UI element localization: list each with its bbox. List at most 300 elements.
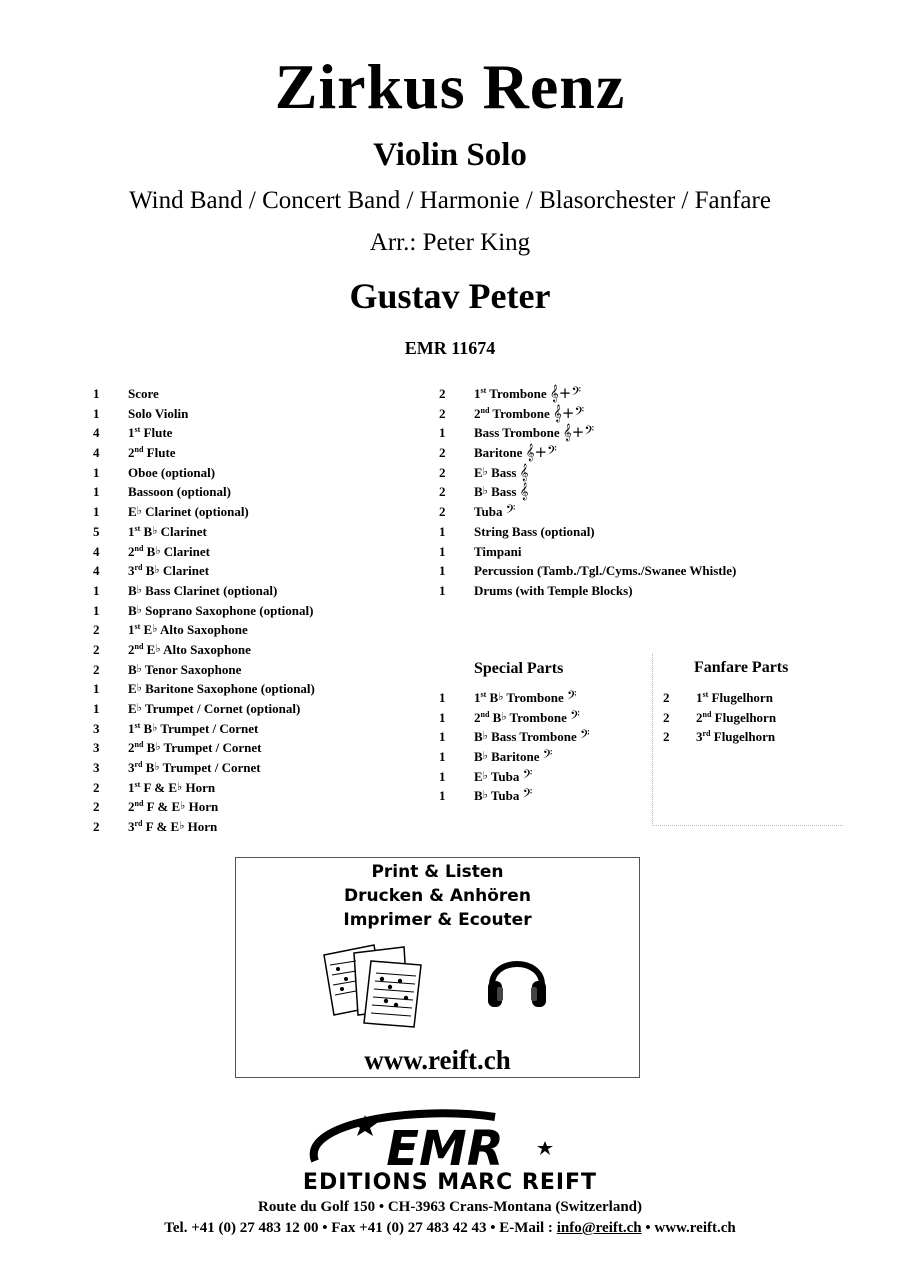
part-row: [439, 482, 869, 502]
part-key: B: [143, 720, 153, 736]
part-row: [93, 719, 423, 739]
flat-icon: ♭: [155, 741, 161, 754]
part-key: B: [145, 563, 155, 579]
part-instrument: Tuba: [490, 788, 520, 804]
ensemble-line: Wind Band / Concert Band / Harmonie / Blasorchester / Fanfare: [129, 187, 771, 214]
part-row: [439, 384, 869, 404]
part-key: B: [128, 661, 137, 677]
part-name: [128, 660, 241, 680]
part-key: B: [474, 729, 483, 745]
flat-icon: ♭: [152, 524, 158, 537]
part-instrument: Baritone Saxophone (optional): [145, 681, 315, 697]
part-instrument: Trumpet / Cornet: [162, 760, 261, 776]
part-key: E: [128, 681, 137, 697]
part-row: [663, 727, 833, 747]
flat-icon: ♭: [154, 564, 160, 577]
bass-clef-icon: 𝄢: [505, 502, 516, 521]
part-quantity: 2: [663, 729, 670, 745]
part-row: [93, 561, 423, 581]
part-name: [128, 738, 262, 758]
part-row: [93, 581, 423, 601]
contact-phone-fax: Tel. +41 (0) 27 483 12 00 • Fax +41 (0) 27 483 42 43 • E-Mail :: [164, 1220, 557, 1236]
composer: Gustav Peter: [349, 276, 551, 316]
part-quantity: 2: [663, 709, 670, 725]
part-instrument: Horn: [187, 819, 218, 835]
special-parts-list: [439, 688, 639, 806]
part-ordinal: 1: [128, 622, 135, 638]
part-instrument: Clarinet: [163, 543, 210, 559]
part-ordinal-suffix: rd: [134, 819, 143, 829]
part-instrument: Drums (with Temple Blocks): [474, 582, 633, 598]
flat-icon: ♭: [154, 761, 160, 774]
flat-icon: ♭: [136, 682, 142, 695]
part-quantity: 2: [93, 799, 100, 815]
sheet-music-icon: [316, 943, 431, 1028]
part-name: [474, 423, 594, 443]
plus-icon: +: [558, 384, 572, 402]
flat-icon: ♭: [136, 583, 142, 596]
part-name: [474, 688, 577, 708]
part-instrument: Flute: [143, 425, 173, 441]
fanfare-parts-heading: Fanfare Parts: [694, 659, 789, 676]
flat-icon: ♭: [136, 662, 142, 675]
part-ordinal-suffix: rd: [134, 563, 143, 573]
part-instrument: Timpani: [474, 543, 522, 559]
special-parts-heading: Special Parts: [474, 660, 564, 677]
part-quantity: 1: [439, 709, 446, 725]
flat-icon: ♭: [136, 603, 142, 616]
subtitle: Violin Solo: [373, 137, 527, 173]
headphones-icon: [482, 943, 552, 1013]
part-row: [93, 640, 423, 660]
part-row: [93, 542, 423, 562]
catalog-number: EMR 11674: [404, 338, 496, 358]
part-instrument: Bass Clarinet (optional): [145, 582, 278, 598]
bass-clef-icon: 𝄢: [574, 403, 585, 422]
flat-icon: ♭: [152, 721, 158, 734]
part-ordinal: 3: [128, 819, 135, 835]
part-ordinal: 1: [128, 425, 135, 441]
part-instrument: Tenor Saxophone: [144, 661, 242, 677]
part-quantity: 1: [439, 690, 446, 705]
arranger: Arr.: Peter King: [369, 229, 531, 256]
part-name: [474, 727, 590, 747]
part-name: [474, 522, 595, 542]
print-listen-box: [235, 857, 640, 1078]
part-ordinal: 1: [474, 386, 481, 401]
treble-clef-icon: 𝄞: [562, 423, 572, 442]
part-name: [128, 463, 215, 483]
part-name: [474, 786, 532, 806]
part-ordinal-suffix: rd: [702, 729, 711, 739]
part-key: E: [474, 464, 483, 480]
part-row: [439, 708, 639, 728]
bass-clef-icon: 𝄢: [566, 688, 577, 706]
bass-clef-icon: 𝄢: [584, 423, 594, 442]
website-link[interactable]: www.reift.ch: [364, 1045, 511, 1075]
part-row: [663, 708, 833, 728]
treble-clef-icon: 𝄞: [519, 462, 529, 481]
part-name: [474, 747, 552, 767]
part-quantity: 4: [93, 543, 100, 559]
fanfare-parts-list: [663, 688, 833, 747]
part-ordinal-suffix: st: [702, 690, 709, 699]
part-quantity: 5: [93, 523, 100, 539]
part-quantity: 1: [93, 504, 100, 520]
part-ordinal-suffix: nd: [480, 405, 490, 415]
part-name: [474, 463, 529, 483]
part-key: F & E: [146, 799, 181, 815]
part-instrument: Percussion (Tamb./Tgl./Cyms./Swanee Whistle): [474, 563, 737, 579]
part-quantity: 1: [93, 681, 100, 697]
part-ordinal: 2: [128, 445, 135, 461]
part-row: [439, 443, 869, 463]
plus-icon: +: [561, 403, 575, 422]
part-name: [128, 502, 249, 522]
parts-list-right: [439, 384, 869, 601]
part-row: [439, 747, 639, 767]
part-row: [93, 601, 423, 621]
part-ordinal-suffix: nd: [480, 709, 490, 719]
part-ordinal-suffix: nd: [134, 641, 144, 651]
part-ordinal-suffix: st: [134, 523, 141, 533]
part-name: [128, 640, 251, 660]
flat-icon: ♭: [482, 750, 488, 763]
part-quantity: 2: [93, 622, 100, 638]
flat-icon: ♭: [136, 505, 142, 518]
part-ordinal-suffix: st: [134, 779, 141, 789]
flat-icon: ♭: [501, 710, 507, 723]
part-quantity: 1: [439, 425, 446, 441]
print-listen-line-de: Drucken & Anhören: [344, 886, 531, 906]
part-quantity: 1: [93, 701, 100, 716]
part-ordinal-suffix: st: [134, 622, 141, 632]
part-name: [128, 443, 176, 463]
part-row: [93, 463, 423, 483]
part-name: [128, 620, 248, 640]
part-instrument: Baritone: [474, 445, 523, 461]
flat-icon: ♭: [482, 730, 488, 743]
flat-icon: ♭: [180, 800, 186, 813]
part-ordinal-suffix: st: [134, 425, 141, 435]
treble-clef-icon: 𝄞: [552, 403, 562, 422]
part-row: [439, 463, 869, 483]
part-ordinal-suffix: nd: [134, 799, 144, 809]
part-name: [474, 502, 515, 522]
part-name: [128, 482, 231, 502]
part-quantity: 2: [93, 819, 100, 835]
part-row: [93, 679, 423, 699]
part-name: [474, 404, 584, 424]
part-instrument: Flugelhorn: [714, 709, 777, 725]
part-ordinal: 1: [128, 779, 135, 795]
part-quantity: 1: [439, 749, 446, 765]
part-key: E: [128, 504, 137, 520]
flat-icon: ♭: [136, 702, 142, 714]
part-quantity: 1: [93, 602, 100, 618]
part-name: [128, 797, 218, 817]
part-ordinal-suffix: st: [480, 386, 487, 395]
part-ordinal-suffix: nd: [702, 709, 712, 719]
part-ordinal: 2: [128, 740, 135, 756]
part-quantity: 2: [439, 386, 446, 401]
part-quantity: 2: [439, 405, 446, 421]
part-quantity: 1: [93, 464, 100, 480]
part-key: B: [128, 582, 137, 598]
part-key: B: [146, 543, 156, 559]
part-key: B: [128, 602, 137, 618]
part-name: [474, 384, 581, 404]
part-quantity: 2: [439, 484, 446, 500]
part-quantity: 1: [439, 563, 446, 579]
publisher-address: Route du Golf 150 • CH-3963 Crans-Montana (Switzerland): [258, 1199, 642, 1215]
part-key: B: [146, 740, 156, 756]
logo-text: EMR: [386, 1121, 504, 1175]
part-key: E: [146, 641, 156, 657]
bass-clef-icon: 𝄢: [579, 727, 590, 746]
part-row: [93, 699, 423, 719]
part-row: [93, 797, 423, 817]
print-listen-line-en: Print & Listen: [371, 862, 504, 882]
part-row: [439, 423, 869, 443]
part-key: F & E: [145, 819, 180, 835]
flat-icon: ♭: [482, 789, 488, 802]
plus-icon: +: [571, 423, 585, 442]
part-name: [474, 708, 580, 728]
part-quantity: 2: [439, 504, 446, 520]
part-instrument: Score: [128, 386, 159, 401]
part-ordinal: 2: [474, 709, 481, 725]
part-name: [128, 384, 159, 404]
part-quantity: 1: [93, 405, 100, 421]
part-instrument: Flugelhorn: [711, 690, 773, 705]
print-listen-line-fr: Imprimer & Ecouter: [343, 910, 532, 930]
part-row: [93, 443, 423, 463]
part-name: [128, 699, 300, 719]
part-name: [128, 423, 172, 443]
part-key: B: [474, 749, 483, 765]
part-instrument: Clarinet (optional): [145, 504, 249, 520]
part-row: [439, 522, 869, 542]
part-ordinal: 3: [128, 563, 135, 579]
bass-clef-icon: 𝄢: [571, 384, 581, 402]
part-ordinal: 3: [128, 760, 135, 776]
part-row: [439, 561, 869, 581]
parts-list-left: [93, 384, 423, 837]
part-key: B: [489, 690, 499, 705]
part-key: F & E: [143, 779, 177, 795]
part-instrument: Bass Trombone: [491, 729, 577, 745]
part-quantity: 2: [93, 661, 100, 677]
part-quantity: 2: [663, 690, 670, 705]
flat-icon: ♭: [152, 623, 158, 636]
part-instrument: Bassoon (optional): [128, 484, 231, 500]
part-row: [439, 688, 639, 708]
part-name: [474, 561, 736, 581]
part-ordinal: 2: [128, 543, 135, 559]
flat-icon: ♭: [155, 544, 161, 557]
flat-icon: ♭: [482, 769, 488, 782]
part-name: [128, 561, 209, 581]
part-name: [128, 719, 258, 739]
part-quantity: 2: [93, 641, 100, 657]
bass-clef-icon: 𝄢: [547, 443, 557, 462]
email-link[interactable]: info@reift.ch: [556, 1220, 642, 1236]
flat-icon: ♭: [498, 691, 504, 703]
part-ordinal-suffix: st: [480, 690, 487, 699]
part-instrument: Tuba: [490, 768, 520, 784]
part-row: [93, 423, 423, 443]
contact-line: [0, 1220, 900, 1237]
part-instrument: Tuba: [474, 504, 503, 520]
part-instrument: Trombone: [506, 690, 564, 705]
part-name: [128, 601, 313, 621]
flat-icon: ♭: [155, 642, 161, 655]
part-ordinal-suffix: nd: [134, 445, 144, 455]
part-quantity: 4: [93, 563, 100, 579]
part-ordinal: 1: [696, 690, 703, 705]
plus-icon: +: [534, 443, 548, 462]
bass-clef-icon: 𝄢: [570, 707, 580, 726]
part-name: [128, 404, 188, 424]
part-instrument: Flugelhorn: [713, 729, 776, 745]
part-name: [128, 542, 210, 562]
part-row: [93, 738, 423, 758]
part-name: [696, 708, 776, 728]
part-name: [696, 688, 773, 708]
part-row: [93, 384, 423, 404]
part-ordinal: 3: [696, 729, 703, 745]
part-quantity: 1: [93, 386, 100, 401]
part-row: [93, 404, 423, 424]
part-name: [474, 767, 532, 787]
part-ordinal: 1: [128, 720, 135, 736]
part-quantity: 4: [93, 445, 100, 461]
part-name: [696, 727, 775, 747]
part-quantity: 4: [93, 425, 100, 441]
part-key: B: [143, 523, 153, 539]
part-quantity: 3: [93, 720, 100, 736]
part-instrument: Oboe (optional): [128, 464, 216, 480]
part-row: [439, 502, 869, 522]
part-key: B: [474, 788, 483, 804]
part-row: [93, 778, 423, 798]
part-name: [128, 522, 207, 542]
part-ordinal: 2: [474, 405, 481, 421]
part-instrument: Bass: [491, 484, 517, 500]
part-row: [93, 482, 423, 502]
part-ordinal-suffix: rd: [134, 760, 143, 770]
part-instrument: Soprano Saxophone (optional): [145, 602, 314, 618]
part-name: [128, 778, 215, 798]
part-instrument: Baritone: [491, 749, 540, 765]
part-instrument: Trumpet / Cornet: [160, 720, 259, 736]
part-ordinal-suffix: st: [134, 720, 141, 730]
publisher-name: EDITIONS MARC REIFT: [302, 1170, 598, 1195]
part-instrument: Bass: [491, 464, 517, 480]
part-quantity: 3: [93, 760, 100, 776]
part-ordinal: 2: [128, 641, 135, 657]
part-ordinal: 1: [474, 690, 481, 705]
part-key: E: [474, 768, 483, 784]
flat-icon: ♭: [177, 780, 183, 793]
part-name: [128, 679, 315, 699]
part-row: [439, 786, 639, 806]
part-instrument: Trombone: [489, 386, 547, 401]
part-key: B: [492, 709, 502, 725]
part-quantity: 2: [439, 445, 446, 461]
bass-clef-icon: 𝄢: [542, 747, 553, 766]
treble-clef-icon: 𝄞: [519, 482, 529, 501]
flat-icon: ♭: [482, 485, 488, 498]
part-instrument: Trumpet / Cornet (optional): [144, 701, 301, 716]
part-instrument: Trumpet / Cornet: [163, 740, 262, 756]
part-instrument: Alto Saxophone: [163, 641, 251, 657]
part-instrument: Horn: [188, 799, 219, 815]
part-quantity: 2: [439, 464, 446, 480]
part-ordinal: 2: [128, 799, 135, 815]
part-row: [93, 660, 423, 680]
bass-clef-icon: 𝄢: [522, 786, 533, 805]
part-instrument: Flute: [146, 445, 176, 461]
part-instrument: Solo Violin: [128, 405, 189, 421]
part-quantity: 1: [439, 543, 446, 559]
part-key: E: [143, 622, 153, 638]
part-row: [93, 758, 423, 778]
part-quantity: 1: [439, 729, 446, 745]
part-key: B: [145, 760, 155, 776]
part-quantity: 1: [439, 523, 446, 539]
page-title: Zirkus Renz: [274, 51, 626, 122]
part-name: [474, 542, 521, 562]
part-key: B: [474, 484, 483, 500]
part-key: E: [128, 701, 137, 716]
part-row: [93, 502, 423, 522]
part-instrument: Trombone: [492, 405, 550, 421]
part-name: [128, 581, 277, 601]
part-row: [93, 817, 423, 837]
part-instrument: Alto Saxophone: [159, 622, 248, 638]
part-row: [439, 767, 639, 787]
part-quantity: 3: [93, 740, 100, 756]
bass-clef-icon: 𝄢: [522, 766, 533, 785]
part-name: [128, 758, 261, 778]
part-quantity: 1: [93, 484, 100, 500]
part-row: [439, 542, 869, 562]
part-row: [439, 404, 869, 424]
part-instrument: Clarinet: [162, 563, 210, 579]
part-instrument: String Bass (optional): [474, 523, 595, 539]
emr-logo: [305, 1103, 565, 1175]
part-name: [128, 817, 217, 837]
part-quantity: 1: [439, 768, 446, 784]
part-quantity: 2: [93, 779, 100, 795]
part-quantity: 1: [93, 582, 100, 598]
part-row: [439, 581, 869, 601]
part-instrument: Horn: [185, 779, 216, 795]
part-instrument: Trombone: [509, 709, 567, 725]
part-name: [474, 581, 633, 601]
part-row: [93, 522, 423, 542]
part-row: [663, 688, 833, 708]
contact-website: • www.reift.ch: [641, 1220, 736, 1236]
part-row: [93, 620, 423, 640]
treble-clef-icon: 𝄞: [525, 443, 535, 462]
part-ordinal-suffix: nd: [134, 543, 144, 553]
part-quantity: 1: [439, 788, 446, 804]
part-instrument: Bass Trombone: [474, 425, 560, 441]
treble-clef-icon: 𝄞: [549, 384, 559, 402]
